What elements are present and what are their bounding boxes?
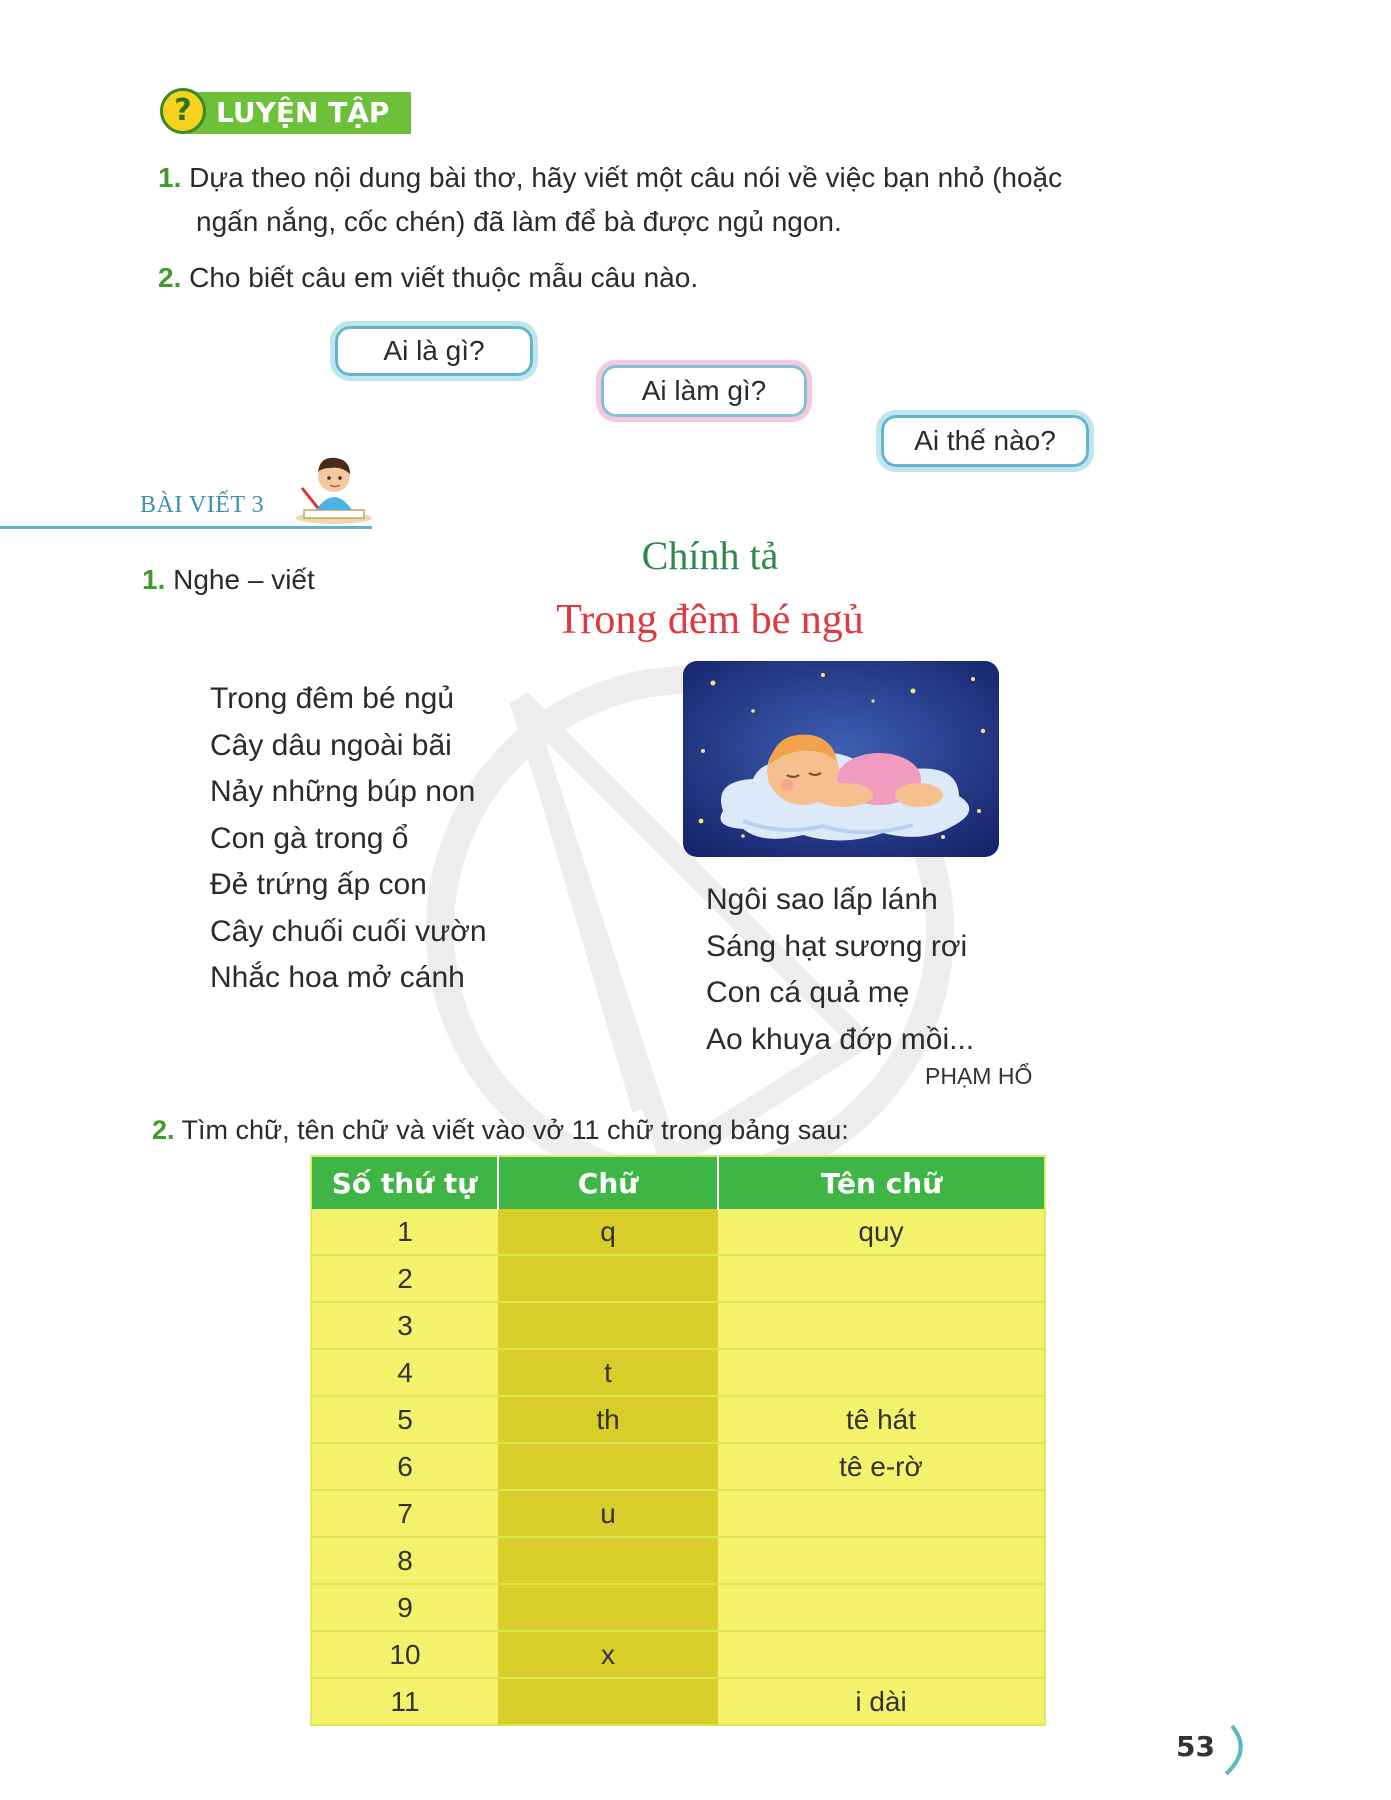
letter-name-cell: tê hát [718, 1396, 1045, 1443]
table-row [311, 1209, 1045, 1255]
table-row [311, 1490, 1045, 1537]
question-1-number: 1. [158, 162, 182, 193]
table-row [311, 1302, 1045, 1349]
order-cell: 1 [311, 1209, 498, 1255]
letter-cell: t [498, 1349, 718, 1396]
pattern-bubble-ai-the-nao: Ai thế nào? [876, 410, 1094, 472]
poem-line: Cây dâu ngoài bãi [210, 728, 452, 762]
letter-cell [498, 1584, 718, 1631]
question-2-number: 2. [158, 262, 182, 293]
table-row [311, 1396, 1045, 1443]
letter-cell [498, 1255, 718, 1302]
letter-name-cell [718, 1490, 1045, 1537]
letter-cell: x [498, 1631, 718, 1678]
letter-name-cell [718, 1255, 1045, 1302]
task-1 [142, 558, 315, 602]
poem-title: Trong đêm bé ngủ [556, 597, 864, 643]
table-row [311, 1349, 1045, 1396]
poem-line: Ngôi sao lấp lánh [706, 883, 938, 916]
letter-name-cell [718, 1537, 1045, 1584]
table-row [311, 1678, 1045, 1725]
order-cell: 5 [311, 1396, 498, 1443]
poem-author: PHẠM HỔ [925, 1063, 1033, 1089]
question-2 [158, 256, 698, 300]
header-letter: Chữ [498, 1156, 718, 1209]
letter-name-cell [718, 1584, 1045, 1631]
order-cell: 10 [311, 1631, 498, 1678]
question-2-text: Cho biết câu em viết thuộc mẫu câu nào. [189, 262, 699, 293]
letter-cell: u [498, 1490, 718, 1537]
letter-name-cell [718, 1631, 1045, 1678]
letter-name-cell: quy [718, 1209, 1045, 1255]
question-1-line-1: Dựa theo nội dung bài thơ, hãy viết một câu nói về việc bạn nhỏ (hoặc [189, 162, 1063, 193]
sleeping-baby-illustration [683, 661, 999, 857]
header-order: Số thứ tự [311, 1156, 498, 1209]
pattern-bubble-ai-la-gi: Ai là gì? [330, 321, 538, 381]
poem-line: Con cá quả mẹ [706, 976, 910, 1009]
question-1 [158, 156, 1062, 200]
letter-cell [498, 1678, 718, 1725]
letter-name-cell [718, 1349, 1045, 1396]
task-1-text: Nghe – viết [173, 564, 315, 595]
letter-name-cell: tê e-rờ [718, 1443, 1045, 1490]
chinh-ta-heading: Chính tả [641, 533, 779, 578]
page-number-swoosh-icon [1222, 1722, 1252, 1778]
poem-line: Nhắc hoa mở cánh [210, 961, 465, 994]
letters-table [310, 1155, 1046, 1726]
header-letter-name: Tên chữ [718, 1156, 1045, 1209]
letter-cell [498, 1537, 718, 1584]
table-row [311, 1584, 1045, 1631]
poem-right-column [706, 877, 974, 1063]
poem-line: Nảy những búp non [210, 775, 476, 808]
pattern-bubble-ai-lam-gi: Ai làm gì? [596, 360, 812, 422]
poem-line: Con gà trong ổ [210, 821, 409, 855]
letter-name-cell: i dài [718, 1678, 1045, 1725]
poem-left-column [210, 676, 487, 1002]
order-cell: 3 [311, 1302, 498, 1349]
question-1-line-2: ngấn nắng, cốc chén) đã làm để bà được ngủ ngon. [196, 206, 842, 237]
question-mark-icon: ? [160, 88, 206, 134]
order-cell: 6 [311, 1443, 498, 1490]
letter-cell [498, 1302, 718, 1349]
section-divider-line [0, 526, 372, 529]
poem-line: Ao khuya đớp mồi... [706, 1022, 975, 1056]
poem-line: Cây chuối cuối vườn [210, 914, 487, 948]
task-2-text: Tìm chữ, tên chữ và viết vào vở 11 chữ trong bảng sau: [181, 1115, 849, 1145]
order-cell: 7 [311, 1490, 498, 1537]
task-2 [152, 1108, 849, 1152]
order-cell: 11 [311, 1678, 498, 1725]
poem-line: Trong đêm bé ngủ [210, 682, 455, 715]
letter-name-cell [718, 1302, 1045, 1349]
page-number: 53 [1176, 1730, 1215, 1763]
task-1-number: 1. [142, 564, 166, 595]
order-cell: 2 [311, 1255, 498, 1302]
bai-viet-label: BÀI VIẾT 3 [140, 492, 265, 518]
letter-cell [498, 1443, 718, 1490]
poem-line: Đẻ trứng ấp con [210, 868, 427, 901]
luyen-tap-label: LUYỆN TẬP [188, 92, 411, 134]
table-row [311, 1255, 1045, 1302]
table-row [311, 1443, 1045, 1490]
poem-line: Sáng hạt sương rơi [706, 929, 968, 963]
table-row [311, 1537, 1045, 1584]
order-cell: 4 [311, 1349, 498, 1396]
letter-cell: th [498, 1396, 718, 1443]
table-row [311, 1631, 1045, 1678]
writing-boy-icon [290, 450, 374, 526]
order-cell: 8 [311, 1537, 498, 1584]
table-header-row [311, 1156, 1045, 1209]
letter-cell: q [498, 1209, 718, 1255]
task-2-number: 2. [152, 1115, 175, 1145]
order-cell: 9 [311, 1584, 498, 1631]
